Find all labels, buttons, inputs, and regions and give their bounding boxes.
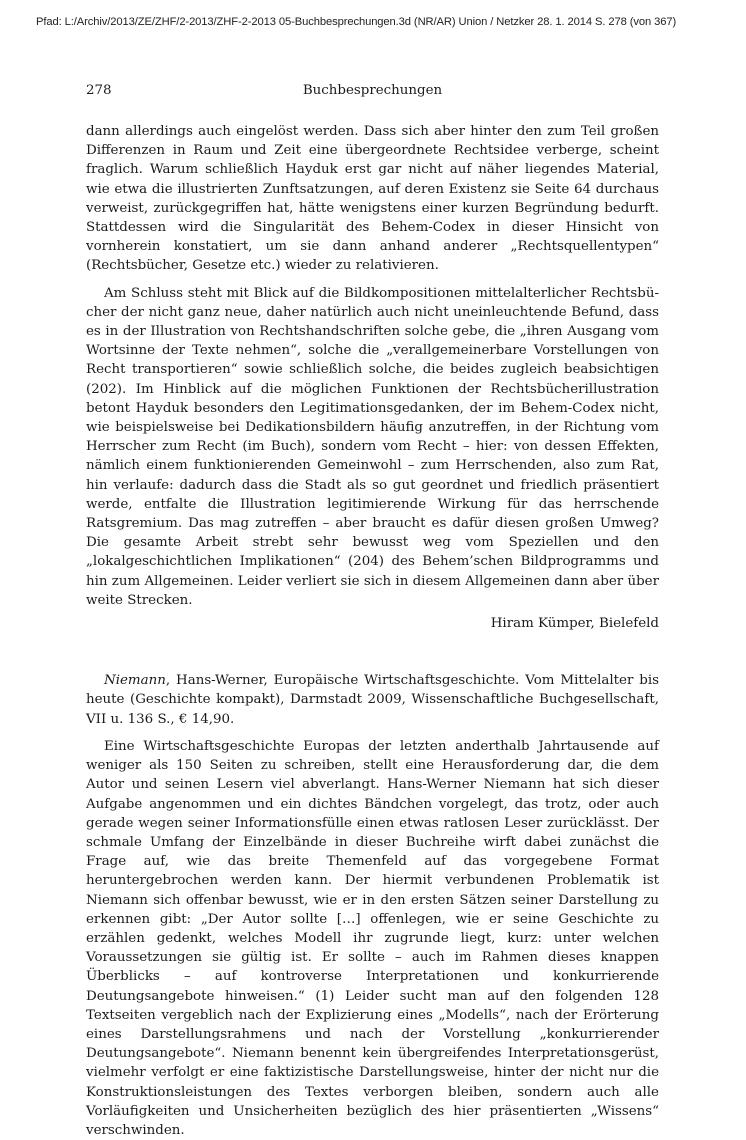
page-body <box>86 122 659 1140</box>
review2-reference-details: , Hans-Werner, Europäische Wirtschaftsgeschichte. Vom Mittelalter bis heute (Geschichte kompakt), Darmstadt 2009, Wissenschaftliche Buchgesellschaft, VII u. 136 S., € 14,90. <box>86 673 659 727</box>
review2-author: Niemann <box>104 673 166 689</box>
running-header <box>86 83 659 103</box>
running-title: Buchbesprechungen <box>302 83 443 98</box>
review1-signature: Hiram Kümper, Bielefeld <box>490 616 659 632</box>
page-number: 278 <box>86 83 112 98</box>
review2-paragraph-1: Eine Wirtschaftsgeschichte Europas der letzten anderthalb Jahrtausende auf weniger als 150 Seiten zu schreiben, stellt eine Herausforderung dar, die dem Autor und seinen Lesern viel abverlangt. Hans-Werner Niemann hat sich dieser Aufgabe angenommen und ein dichtes Bändchen vorgelegt, das trotz, oder auch gerade wegen seiner Informationsfülle einen etwas ratlosen Leser zurücklässt. Der schmale Umfang der Einzelbände in dieser Buchreihe wirft dabei zunächst die Frage auf, wie das breite Themenfeld auf das vorgegebene Format heruntergebrochen werden kann. Der hiermit verbundenen Problematik ist Niemann sich offenbar bewusst, wie er in den ersten Sätzen seiner Darstellung zu erkennen gibt: „Der Autor sollte […] offenlegen, wie er seine Geschichte zu erzählen gedenkt, welches Modell ihr zugrunde liegt, kurz: unter welchen Voraussetzungen sie gültig ist. Er sollte – auch im Rahmen dieses knappen Überblicks – auf kontroverse Interpretationen und konkurrierende Deutungsangebote hinweisen.“ (1) Leider sucht man auf den folgenden 128 Textseiten vergeblich nach der Explizierung eines „Modells“, nach der Erörterung eines Darstellungsrahmens und nach der Vorstellung „konkurrierender Deutungsangebote“. Niemann benennt kein übergreifendes Interpretationsgerüst, vielmehr verfolgt er eine faktizistische Darstellungsweise, hinter der nicht nur die Konstruktionsleistungen des Textes verborgen bleiben, sondern auch alle Vorläufigkeiten und Unsicherheiten bezüglich des hier präsentierten „Wissens“ verschwinden. <box>86 738 659 1138</box>
review2-bibliographic-reference <box>86 671 659 729</box>
file-path-line: Pfad: L:/Archiv/2013/ZE/ZHF/2-2013/ZHF-2-2013 05-Buchbesprechungen.3d (NR/AR) Union / Netzker 28. 1. 2014 S. 278 (von 367) <box>36 16 677 28</box>
review1-paragraph-1: dann allerdings auch eingelöst werden. Dass sich aber hinter den zum Teil großen Differenzen in Raum und Zeit eine übergeordnete Rechtsidee verberge, scheint fraglich. Warum schließlich Hayduk erst gar nicht auf näher liegendes Material, wie etwa die illustrierten Zunftsatzungen, auf deren Existenz sie Seite 64 durchaus verweist, zurückgegriffen hat, hätte wenigstens einer kurzen Begründung bedurft. Stattdessen wird die Singularität des Behem-Codex in dieser Hinsicht von vornherein konstatiert, um sie dann anhand anderer „Rechtsquellentypen“ (Rechtsbücher, Gesetze etc.) wieder zu relativieren. <box>86 124 659 274</box>
review1-paragraph-2: Am Schluss steht mit Blick auf die Bildkompositionen mittelalterlicher Rechtsbücher der nicht ganz neue, daher natürlich auch nicht uneinleuchtende Befund, dass es in der Illustration von Rechtshandschriften solche gebe, die „ihren Ausgang vom Wortsinne der Texte nehmen“, solche die „verallgemeinerbare Vorstellungen von Recht transportieren“ sowie schließlich solche, die beides zugleich beabsichtigen (202). Im Hinblick auf die möglichen Funktionen der Rechtsbücherillustration betont Hayduk besonders den Legitimationsgedanken, der im Behem-Codex nicht, wie beispielsweise bei Dedikationsbildern häufig anzutreffen, in der Richtung vom Herrscher zum Recht (im Buch), sondern vom Recht – hier: von dessen Effekten, nämlich einem funktionierenden Gemeinwohl – zum Herrschenden, also zum Rat, hin verlaufe: dadurch dass die Stadt als so gut geordnet und friedlich präsentiert werde, entfalte die Illustration legitimierende Wirkung für das herrschende Ratsgremium. Das mag zutreffen – aber braucht es dafür diesen großen Umweg? Die gesamte Arbeit strebt sehr bewusst weg vom Speziellen und den „lokalgeschichtlichen Implikationen“ (204) des Behem’schen Bildprogramms und hin zum Allgemeinen. Leider verliert sie sich in diesem Allgemeinen dann aber über weite Strecken. <box>86 285 659 608</box>
